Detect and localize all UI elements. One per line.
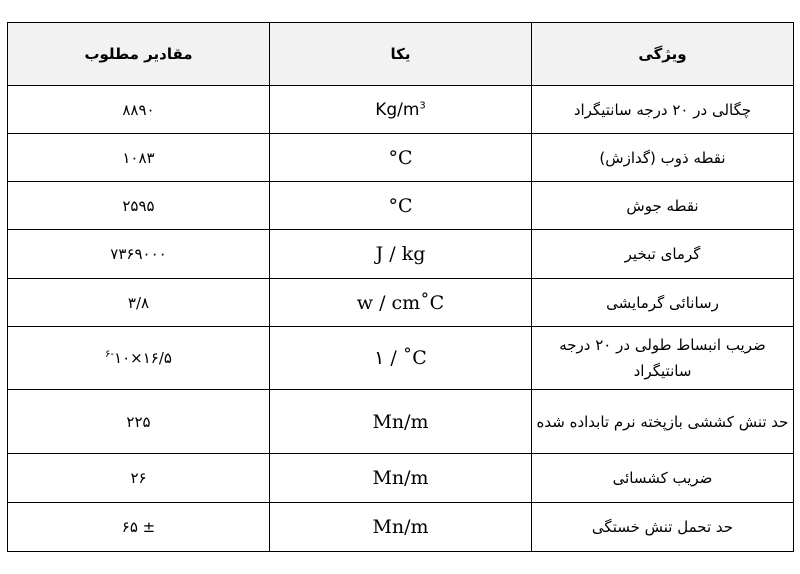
unit-text: Kg/m xyxy=(375,99,420,120)
value-text: ± ۶۵ xyxy=(121,518,156,536)
value-cell xyxy=(8,134,270,182)
value-superscript: -۶ xyxy=(105,349,115,360)
unit-cell xyxy=(270,454,532,503)
value-cell xyxy=(8,327,270,390)
value-cell xyxy=(8,390,270,454)
header-value: مقادیر مطلوب xyxy=(8,23,270,86)
table-row xyxy=(8,327,794,390)
unit-cell xyxy=(270,230,532,279)
value-text: ۲۲۵ xyxy=(126,412,151,431)
table-row xyxy=(8,503,794,552)
unit-text: Mn/m xyxy=(372,467,429,489)
unit-cell xyxy=(270,503,532,552)
property-cell: حد تنش کششی بازپخته نرم تابداده شده xyxy=(532,390,794,454)
unit-cell xyxy=(270,390,532,454)
value-cell xyxy=(8,503,270,552)
value-text: ۸۸۹۰ xyxy=(122,100,155,119)
value-text: ۱۰۸۳ xyxy=(122,148,155,167)
unit-superscript: 3 xyxy=(419,99,426,111)
value-text: ۱۶/۵×۱۰ xyxy=(114,349,172,367)
table-row xyxy=(8,134,794,182)
value-cell xyxy=(8,279,270,327)
table-row xyxy=(8,454,794,503)
value-cell xyxy=(8,86,270,134)
unit-text: ۱ / ˚C xyxy=(374,347,427,369)
property-cell: نقطه ذوب (گدازش) xyxy=(532,134,794,182)
unit-text: J / kg xyxy=(375,243,426,265)
value-text: ۲۶ xyxy=(130,469,147,487)
unit-cell xyxy=(270,279,532,327)
property-cell: رسانائی گرمایشی xyxy=(532,279,794,327)
unit-text: °C xyxy=(388,194,413,217)
value-text: ۲۵۹۵ xyxy=(122,196,155,215)
table-row xyxy=(8,390,794,454)
unit-cell xyxy=(270,86,532,134)
unit-text: °C xyxy=(388,146,413,169)
property-cell: ضریب انبساط طولی در ۲۰ درجه سانتیگراد xyxy=(532,327,794,390)
value-text: ۳/۸ xyxy=(127,293,150,312)
header-row xyxy=(8,23,794,86)
value-cell xyxy=(8,454,270,503)
property-cell: حد تحمل تنش خستگی xyxy=(532,503,794,552)
value-text: ۷۳۶۹۰۰۰ xyxy=(110,245,167,263)
unit-cell xyxy=(270,182,532,230)
property-cell: نقطه جوش xyxy=(532,182,794,230)
table-row xyxy=(8,230,794,279)
property-cell: چگالی در ۲۰ درجه سانتیگراد xyxy=(532,86,794,134)
table-row xyxy=(8,86,794,134)
unit-text: Mn/m xyxy=(372,410,429,433)
unit-cell xyxy=(270,134,532,182)
value-cell xyxy=(8,230,270,279)
header-unit: یکا xyxy=(270,23,532,86)
table-row xyxy=(8,279,794,327)
property-cell: ضریب کشسائی xyxy=(532,454,794,503)
header-property: ویژگی xyxy=(532,23,794,86)
value-cell xyxy=(8,182,270,230)
table-row xyxy=(8,182,794,230)
unit-text: w / cm˚C xyxy=(356,291,445,314)
properties-table xyxy=(7,22,794,552)
property-cell: گرمای تبخیر xyxy=(532,230,794,279)
unit-text: Mn/m xyxy=(372,516,429,538)
unit-cell xyxy=(270,327,532,390)
